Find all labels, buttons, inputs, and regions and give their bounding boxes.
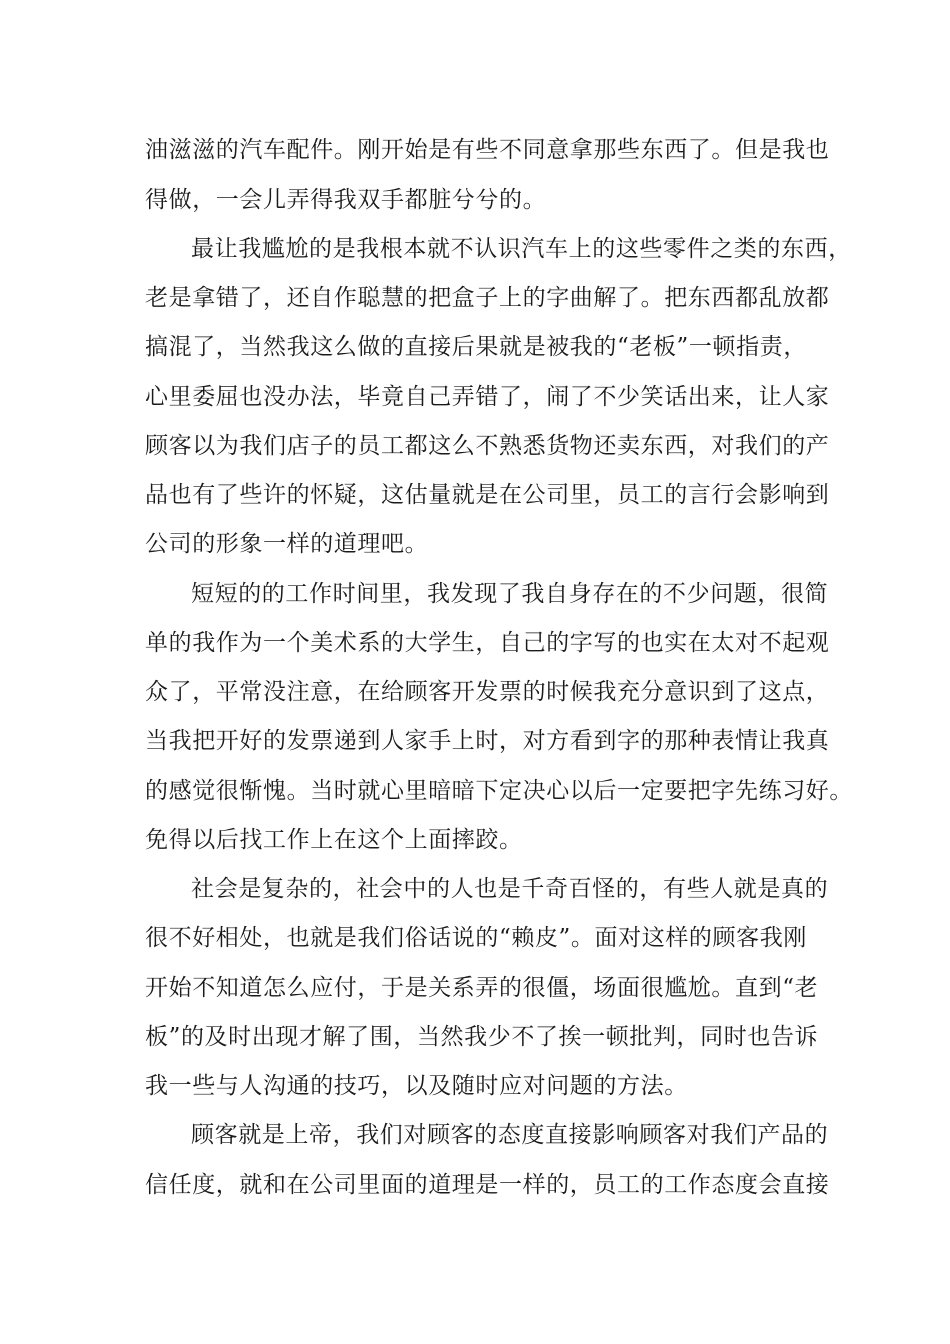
paragraph-first-line: 社会是复杂的，社会中的人也是千奇百怪的，有些人就是真的 (191, 876, 829, 902)
paragraph-first-line: 顾客就是上帝，我们对顾客的态度直接影响顾客对我们产品的 (191, 1122, 829, 1148)
text-line: 很不好相处，也就是我们俗话说的“赖皮”。面对这样的顾客我刚 (145, 925, 807, 951)
text-line: 单的我作为一个美术系的大学生，自己的字写的也实在太对不起观 (145, 630, 830, 656)
text-line: 得做，一会儿弄得我双手都脏兮兮的。 (145, 187, 547, 213)
text-line: 开始不知道怎么应付，于是关系弄的很僵，场面很尴尬。直到“老 (145, 975, 819, 1001)
text-line: 油滋滋的汽车配件。刚开始是有些不同意拿那些东西了。但是我也 (145, 137, 830, 163)
paragraph-first-line: 最让我尴尬的是我根本就不认识汽车上的这些零件之类的东西， (191, 236, 852, 262)
text-line: 的感觉很惭愧。当时就心里暗暗下定决心以后一定要把字先练习好。 (145, 778, 853, 804)
text-line: 心里委屈也没办法，毕竟自己弄错了，闹了不少笑话出来，让人家 (145, 384, 830, 410)
text-line: 免得以后找工作上在这个上面摔跤。 (145, 827, 523, 853)
text-line: 品也有了些许的怀疑，这估量就是在公司里，员工的言行会影响到 (145, 482, 830, 508)
text-line: 众了，平常没注意，在给顾客开发票的时候我充分意识到了这点， (145, 679, 830, 705)
text-line: 当我把开好的发票递到人家手上时，对方看到字的那种表情让我真 (145, 728, 830, 754)
text-line: 我一些与人沟通的技巧，以及随时应对问题的方法。 (145, 1073, 688, 1099)
paragraph-first-line: 短短的的工作时间里，我发现了我自身存在的不少问题，很简 (191, 581, 829, 607)
text-line: 顾客以为我们店子的员工都这么不熟悉货物还卖东西，对我们的产 (145, 433, 830, 459)
text-line: 搞混了，当然我这么做的直接后果就是被我的“老板”一顿指责， (145, 334, 807, 360)
text-line: 信任度，就和在公司里面的道理是一样的，员工的工作态度会直接 (145, 1172, 830, 1198)
text-line: 老是拿错了，还自作聪慧的把盒子上的字曲解了。把东西都乱放都 (145, 285, 830, 311)
text-line: 公司的形象一样的道理吧。 (145, 531, 429, 557)
text-line: 板”的及时出现才解了围，当然我少不了挨一顿批判，同时也告诉 (145, 1024, 819, 1050)
